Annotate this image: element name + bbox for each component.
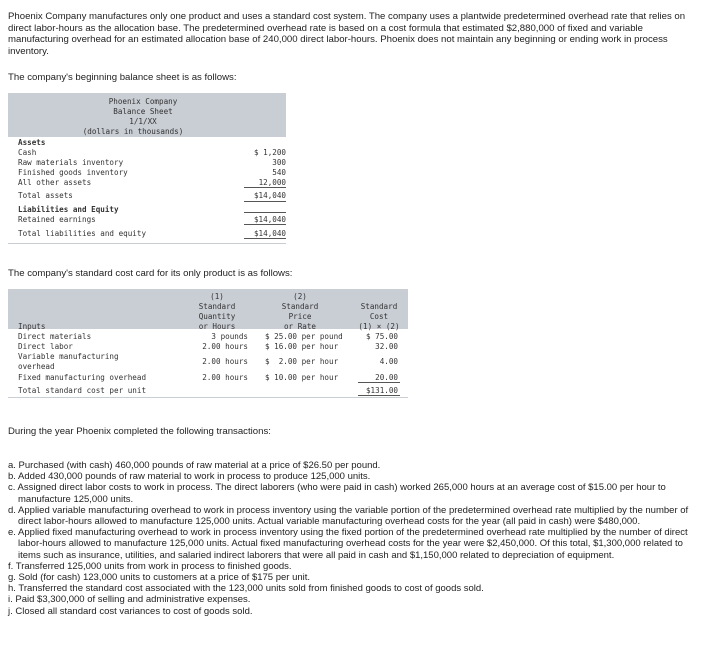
total-assets-label: Total assets (18, 191, 73, 200)
transaction-item: h. Transferred the standard cost associated with the 123,000 units sold from finished goods to cost of goods sold. (8, 583, 484, 595)
col2-header-line: or Rate (283, 322, 316, 331)
col2-header-num: (2) (293, 292, 307, 301)
asset-value: 300 (272, 158, 286, 167)
input-label: Direct materials (18, 332, 92, 341)
cost-value: $ 75.00 (365, 332, 398, 341)
transaction-item: d. Applied variable manufacturing overhead to work in process inventory using the variable portion of the predetermined overhead rate multiplied by the number of direct labor-hours allowed to manufacture 125,000 units. Actual variable manufacturing overhead costs for the year (all paid in cash) were $480,000. (8, 504, 689, 528)
col3-header-line: Standard (360, 302, 398, 311)
total-assets-value: $14,040 (253, 191, 286, 200)
total-cost-value: $131.00 (365, 386, 398, 395)
transaction-item: b. Added 430,000 pounds of raw material to work in process to produce 125,000 units. (8, 471, 371, 483)
price-value: $ 25.00 per pound (265, 332, 343, 341)
transaction-item: e. Applied fixed manufacturing overhead to work in process inventory using the fixed portion of the predetermined overhead rate multiplied by the number of direct labor-hours allowed to manufacture 125,000 units. Actual fixed manufacturing overhead costs for the year were $2,450,000. Of this total, $1,300,000 related to items such as insurance, utilities, and salaried indirect laborers that were all paid in cash and $1,150,000 related to depreciation of equipment. (8, 527, 688, 561)
quantity-value: 2.00 hours (202, 373, 248, 382)
retained-earnings-value: $14,040 (253, 215, 286, 224)
total-le-value: $14,040 (253, 229, 286, 238)
balance-sheet-date: 1/1/XX (129, 117, 157, 126)
balance-sheet-intro: The company's beginning balance sheet is as follows: (8, 72, 237, 83)
input-label: Fixed manufacturing overhead (18, 373, 147, 382)
total-le-label: Total liabilities and equity (18, 229, 147, 238)
transaction-item: j. Closed all standard cost variances to cost of goods sold. (8, 605, 253, 617)
asset-value: 12,000 (258, 178, 286, 187)
col1-header-line: Quantity (198, 312, 236, 321)
col1-header-line: Standard (198, 302, 236, 311)
asset-value: 540 (272, 168, 286, 177)
price-value: $ 10.00 per hour (265, 373, 339, 382)
assets-heading: Assets (18, 138, 46, 147)
col1-header-line: or Hours (198, 322, 236, 331)
asset-label: Finished goods inventory (18, 168, 128, 177)
col3-header-line: (1) × (2) (358, 322, 400, 331)
retained-earnings-label: Retained earnings (18, 215, 96, 224)
inputs-label: Inputs (18, 322, 46, 331)
balance-sheet-title: Balance Sheet (113, 107, 173, 116)
standard-cost-card (8, 289, 408, 399)
input-label-cont: overhead (18, 362, 55, 371)
transaction-item: f. Transferred 125,000 units from work in process to finished goods. (8, 560, 292, 572)
asset-label: Raw materials inventory (18, 158, 124, 167)
transaction-item: g. Sold (for cash) 123,000 units to customers at a price of $175 per unit. (8, 572, 311, 584)
total-cost-label: Total standard cost per unit (18, 386, 147, 395)
asset-label: All other assets (18, 178, 92, 187)
balance-sheet-units: (dollars in thousands) (82, 127, 184, 136)
price-value: $ 16.00 per hour (265, 342, 339, 351)
transaction-item: i. Paid $3,300,000 of selling and administrative expenses. (8, 594, 251, 606)
cost-value: 20.00 (375, 373, 398, 382)
col3-header-line: Cost (369, 312, 389, 321)
balance-sheet (8, 93, 286, 248)
quantity-value: 2.00 hours (202, 357, 248, 366)
transaction-item: c. Assigned direct labor costs to work in process. The direct laborers (who were paid in cash) worked 265,000 hours at an average cost of $15.00 per hour to manufacture 125,000 units. (8, 482, 666, 505)
col1-header-num: (1) (210, 292, 224, 301)
cost-card-intro: The company's standard cost card for its only product is as follows: (8, 268, 293, 279)
asset-value: $ 1,200 (253, 148, 286, 157)
cost-value: 32.00 (375, 342, 398, 351)
quantity-value: 3 pounds (211, 332, 248, 341)
col2-header-line: Standard (281, 302, 319, 311)
balance-sheet-company: Phoenix Company (108, 97, 178, 106)
asset-label: Cash (18, 148, 37, 157)
cost-value: 4.00 (379, 357, 398, 366)
input-label: Variable manufacturing (18, 352, 119, 361)
price-value: $ 2.00 per hour (265, 357, 339, 366)
col2-header-line: Price (288, 312, 312, 321)
transactions-list (8, 460, 696, 617)
transaction-item: a. Purchased (with cash) 460,000 pounds of raw material at a price of $26.50 per pound. (8, 460, 381, 471)
liabilities-heading: Liabilities and Equity (18, 205, 119, 214)
intro-paragraph: Phoenix Company manufactures only one product and uses a standard cost system. The company uses a plantwide predetermined overhead rate that relies on direct labor-hours as the allocation base. The predetermined overhead rate is based on a cost formula that estimated $2,880,000 of fixed and variable manufacturing overhead for an estimated allocation base of 240,000 direct labor-hours. Phoenix does not maintain any beginning or ending work in process inventory. (8, 11, 686, 57)
quantity-value: 2.00 hours (202, 342, 248, 351)
input-label: Direct labor (18, 342, 73, 351)
transactions-intro: During the year Phoenix completed the following transactions: (8, 426, 271, 437)
